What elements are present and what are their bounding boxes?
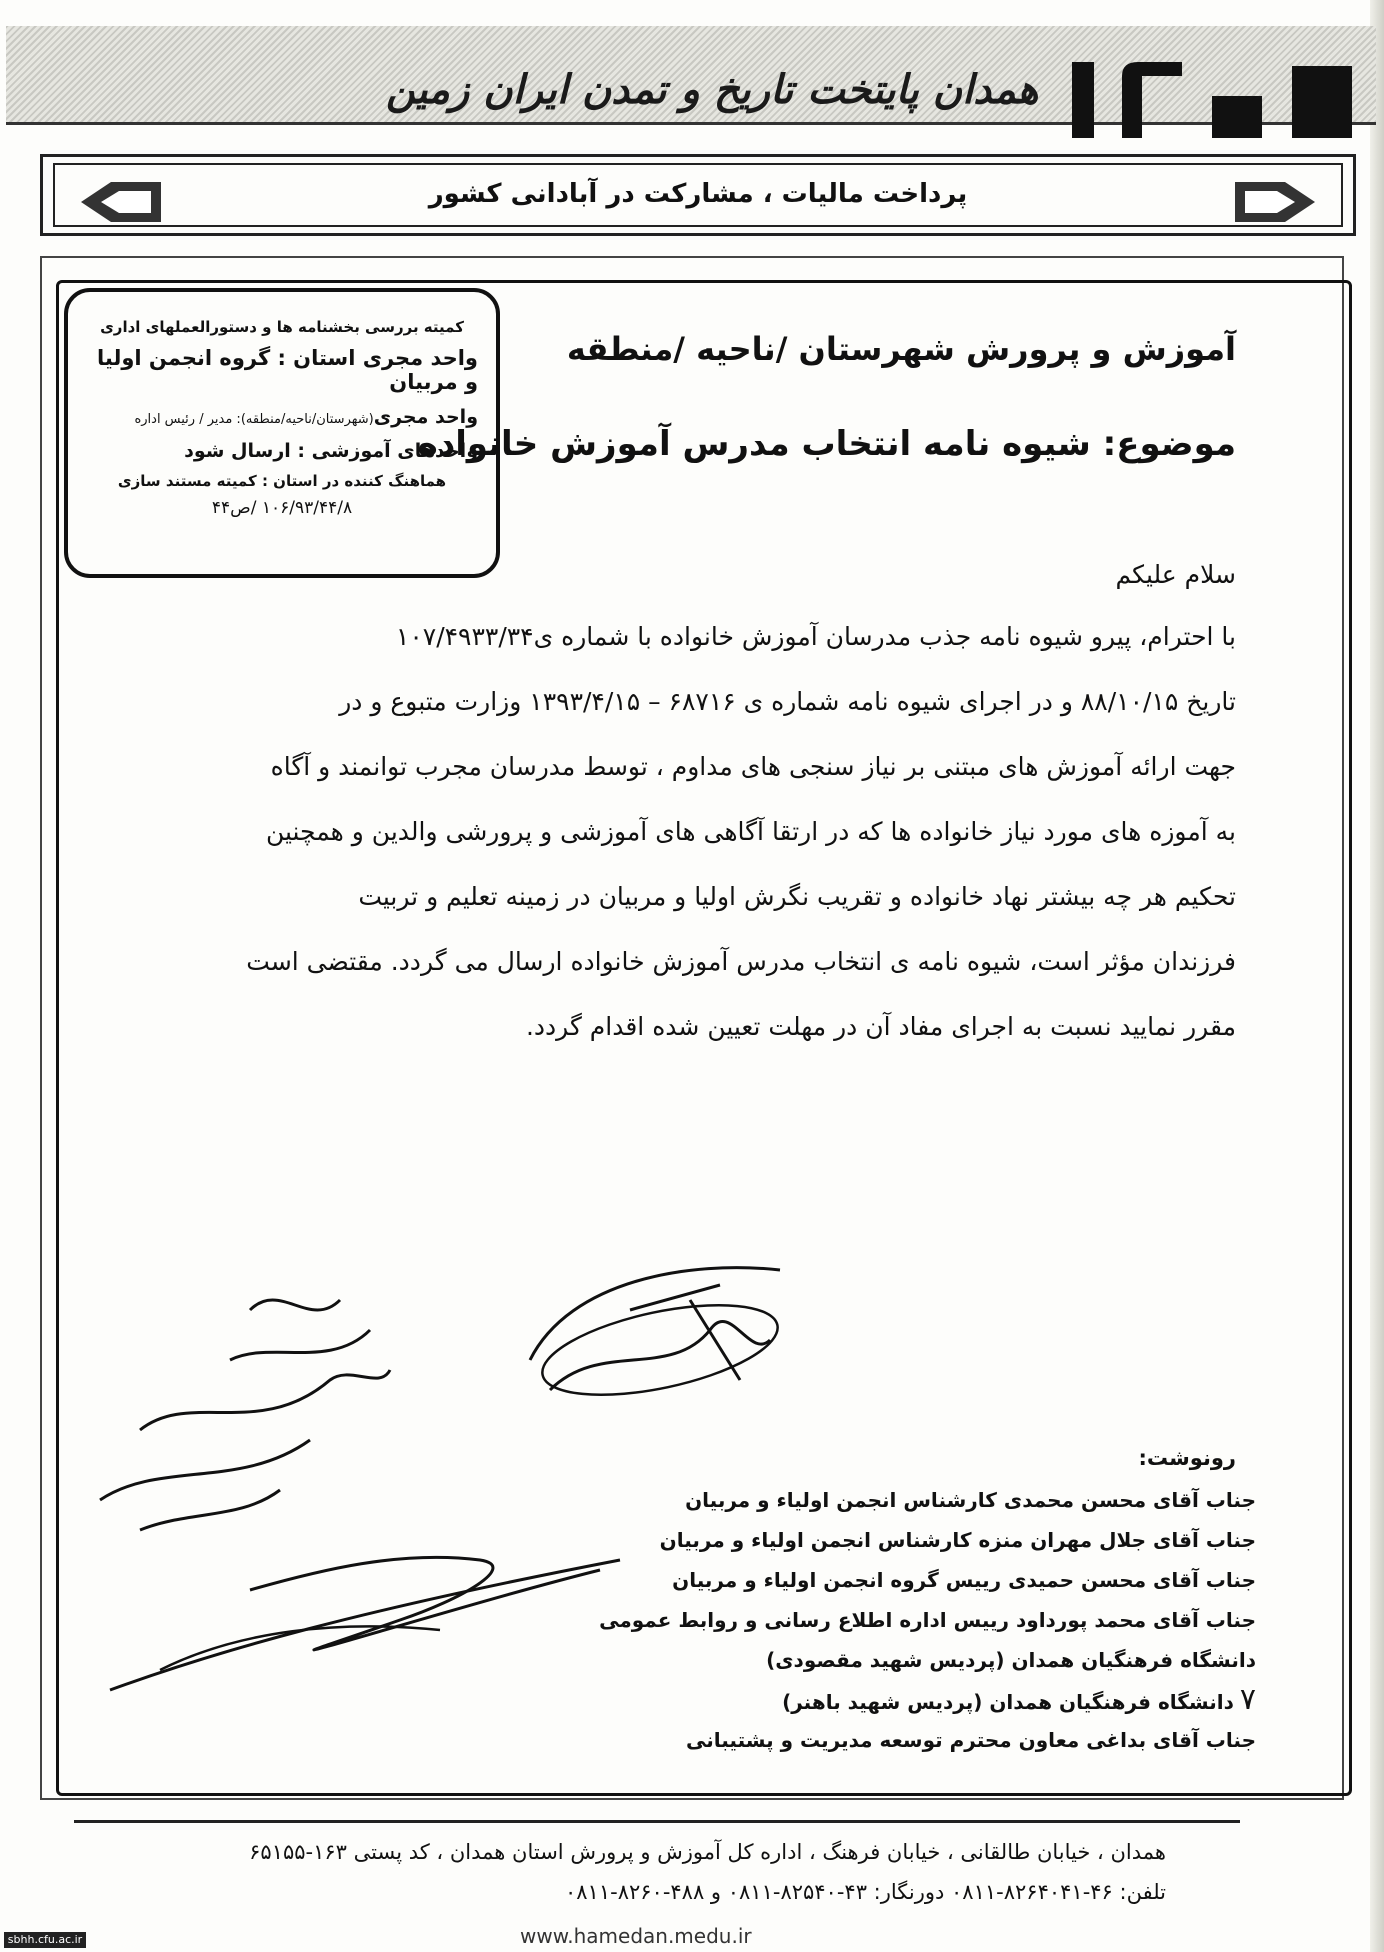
coordinator-line: هماهنگ کننده در استان : کمیته مستند سازی — [117, 472, 447, 490]
footer-address: همدان ، خیابان طالقانی ، خیابان فرهنگ ، اداره کل آموزش و پرورش استان همدان ، کد پستی ۱۶۳-۶۵۱۵۵ — [249, 1840, 1166, 1864]
cc-item: دانشگاه فرهنگیان همدان (پردیس شهید مقصودی) — [766, 1648, 1256, 1672]
cc-item-checked — [599, 1680, 1256, 1720]
footer-divider — [74, 1820, 1240, 1823]
tax-slogan: پرداخت مالیات ، مشارکت در آبادانی کشور — [428, 179, 968, 209]
body-line: تحکیم هر چه بیشتر نهاد خانواده و تقریب نگرش اولیا و مربیان در زمینه تعلیم و تربیت — [358, 882, 1236, 911]
cc-item: جناب آقای محسن محمدی کارشناس انجمن اولیاء و مربیان — [685, 1488, 1256, 1512]
tax-banner — [40, 154, 1356, 236]
scan-edge — [1370, 0, 1384, 1952]
body-line: مقرر نمایید نسبت به اجرای مفاد آن در مهلت تعیین شده اقدام گردد. — [525, 1012, 1236, 1041]
letter-body — [160, 604, 1236, 1059]
body-line: فرزندان مؤثر است، شیوه نامه ی انتخاب مدرس آموزش خانواده ارسال می گردد. مقتضی است — [246, 947, 1236, 976]
cc-list — [599, 1480, 1256, 1760]
handwritten-note — [80, 1270, 410, 1570]
cc-item: جناب آقای بداغی معاون محترم توسعه مدیریت و پشتیبانی — [686, 1728, 1256, 1752]
local-unit-label: واحد مجری — [373, 406, 478, 428]
footer-phone: تلفن: ۴۶-۸۲۶۴۰۴۱-۰۸۱۱ دورنگار: ۴۳-۸۲۵۴۰-۰۸۱۱ و ۴۸۸-۸۲۶۰-۰۸۱۱ — [564, 1880, 1166, 1904]
body-line: جهت ارائه آموزش های مبتنی بر نیاز سنجی های مداوم ، توسط مدرسان مجرب توانمند و آگاه — [270, 752, 1236, 781]
cc-item: جناب آقای محسن حمیدی رییس گروه انجمن اولیاء و مربیان — [672, 1568, 1256, 1592]
local-unit-note: (شهرستان/ناحیه/منطقه): مدیر / رئیس اداره — [134, 412, 374, 427]
body-line: تاریخ ۸۸/۱۰/۱۵ و در اجرای شیوه نامه شماره ی ۶۸۷۱۶ – ۱۳۹۳/۴/۱۵ وزارت متبوع و در — [339, 687, 1236, 716]
province-unit-line: واحد مجری استان : گروه انجمن اولیا و مربیان — [97, 346, 478, 394]
body-line: با احترام، پیرو شیوه نامه جذب مدرسان آموزش خانواده با شماره ی۱۰۷/۴۹۳۳/۳۴ — [395, 622, 1236, 651]
watermark: sbhh.cfu.ac.ir — [4, 1932, 86, 1948]
committee-line: کمیته بررسی بخشنامه ها و دستورالعملهای اداری — [100, 318, 464, 336]
greeting: سلام علیکم — [1115, 560, 1236, 589]
subject: موضوع: شیوه نامه انتخاب مدرس آموزش خانواده — [417, 424, 1236, 464]
cc-title: رونوشت: — [1138, 1446, 1236, 1470]
header-banner — [6, 26, 1376, 125]
cc-item: جناب آقای جلال مهران منزه کارشناس انجمن اولیاء و مربیان — [659, 1528, 1256, 1552]
tax-banner-inner — [53, 163, 1343, 227]
check-mark-icon: ۷ — [1239, 1682, 1256, 1717]
schools-line: واحدهای آموزشی : ارسال شود — [184, 440, 478, 462]
director-signature — [510, 1240, 810, 1420]
cc-item: جناب آقای محمد پورداود رییس اداره اطلاع رسانی و روابط عمومی — [599, 1608, 1256, 1632]
reference-number: ۱۰۶/۹۳/۴۴/۸ /ص۴۴ — [211, 498, 353, 518]
secondary-signature — [100, 1530, 640, 1700]
cc-item-label: دانشگاه فرهنگیان همدان (پردیس شهید باهنر) — [782, 1690, 1234, 1714]
logo-emblem — [1062, 56, 1362, 144]
recipient: آموزش و پرورش شهرستان /ناحیه /منطقه — [566, 330, 1236, 368]
slogan: همدان پایتخت تاریخ و تمدن ایران زمین — [386, 66, 1039, 113]
footer-website[interactable]: www.hamedan.medu.ir — [520, 1924, 752, 1948]
body-line: به آموزه های مورد نیاز خانواده ها که در ارتقا آگاهی های آموزشی و پرورشی والدین و همچنین — [265, 817, 1236, 846]
